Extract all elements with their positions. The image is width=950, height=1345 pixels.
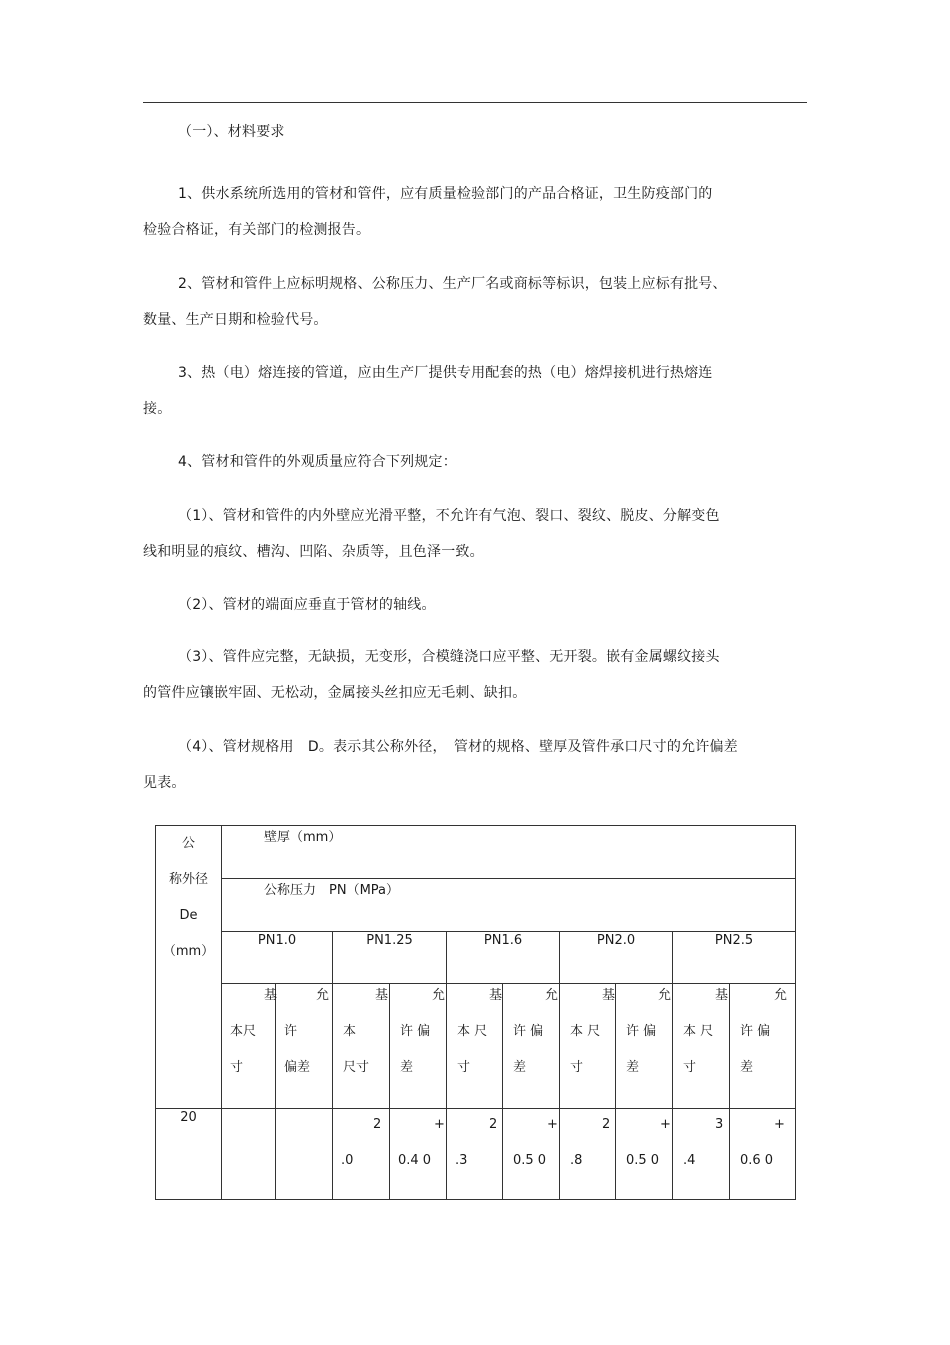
paragraph-3-line-1: 3、热（电）熔连接的管道，应由生产厂提供专用配套的热（电）熔焊接机进行热熔连 [178, 365, 713, 381]
pn125-tolerance-value: + 0.4 0 [390, 1109, 447, 1200]
tolerance-header: 允 许 偏 差 [730, 984, 796, 1109]
empty-cell [276, 1109, 333, 1200]
base-size-header: 基 本 尺 寸 [447, 984, 503, 1109]
pn25-tolerance-value: + 0.6 0 [730, 1109, 796, 1200]
paragraph-2-line-1: 2、管材和管件上应标明规格、公称压力、生产厂名或商标等标识，包装上应标有批号、 [178, 276, 727, 292]
pn16-tolerance-value: + 0.5 0 [503, 1109, 560, 1200]
tolerance-header: 允 许 偏 差 [503, 984, 560, 1109]
base-size-header: 基 本 尺寸 [333, 984, 390, 1109]
pn-1-6-header: PN1.6 [447, 932, 560, 984]
pn-1-25-header: PN1.25 [333, 932, 447, 984]
sub-item-3-line-1: （3）、管件应完整，无缺损，无变形，合模缝浇口应平整、无开裂。嵌有金属螺纹接头 [178, 649, 720, 665]
pn125-base-value: 2 .0 [333, 1109, 390, 1200]
tolerance-header: 允 许 偏 差 [616, 984, 673, 1109]
paragraph-1-line-2: 检验合格证，有关部门的检测报告。 [143, 222, 371, 238]
pn-1-0-header: PN1.0 [222, 932, 333, 984]
nominal-pressure-header: 公称压力 PN（MPa） [222, 879, 796, 932]
nominal-diameter-header: 公 称外径 De （mm） [156, 826, 222, 1109]
empty-cell [222, 1109, 276, 1200]
tolerance-header: 允 许 偏 差 [390, 984, 447, 1109]
sub-item-1-line-2: 线和明显的痕纹、槽沟、凹陷、杂质等，且色泽一致。 [143, 544, 484, 560]
diameter-20-cell: 20 [156, 1109, 222, 1200]
sub-item-4-line-2: 见表。 [143, 775, 186, 791]
pipe-spec-table [155, 825, 796, 1200]
pn-2-0-header: PN2.0 [560, 932, 673, 984]
paragraph-2-line-2: 数量、生产日期和检验代号。 [143, 312, 328, 328]
pn20-tolerance-value: + 0.5 0 [616, 1109, 673, 1200]
sub-item-3-line-2: 的管件应镶嵌牢固、无松动，金属接头丝扣应无毛刺、缺扣。 [143, 685, 527, 701]
paragraph-4: 4、管材和管件的外观质量应符合下列规定： [178, 454, 457, 470]
sub-item-1-line-1: （1）、管材和管件的内外壁应光滑平整，不允许有气泡、裂口、裂纹、脱皮、分解变色 [178, 508, 720, 524]
paragraph-1-line-1: 1、供水系统所选用的管材和管件，应有质量检验部门的产品合格证，卫生防疫部门的 [178, 186, 713, 202]
pn20-base-value: 2 .8 [560, 1109, 616, 1200]
tolerance-header: 允 许 偏差 [276, 984, 333, 1109]
wall-thickness-header: 壁厚（mm） [222, 826, 796, 879]
pn25-base-value: 3 .4 [673, 1109, 730, 1200]
pn-2-5-header: PN2.5 [673, 932, 796, 984]
header-rule [143, 102, 807, 103]
base-size-header: 基 本尺 寸 [222, 984, 276, 1109]
section-heading: （一）、材料要求 [178, 124, 285, 140]
base-size-header: 基 本 尺 寸 [673, 984, 730, 1109]
paragraph-3-line-2: 接。 [143, 401, 172, 417]
sub-item-2: （2）、管材的端面应垂直于管材的轴线。 [178, 597, 436, 613]
sub-item-4-line-1: （4）、管材规格用 D。表示其公称外径， 管材的规格、壁厚及管件承口尺寸的允许偏差 [178, 739, 738, 755]
base-size-header: 基 本 尺 寸 [560, 984, 616, 1109]
pn16-base-value: 2 .3 [447, 1109, 503, 1200]
